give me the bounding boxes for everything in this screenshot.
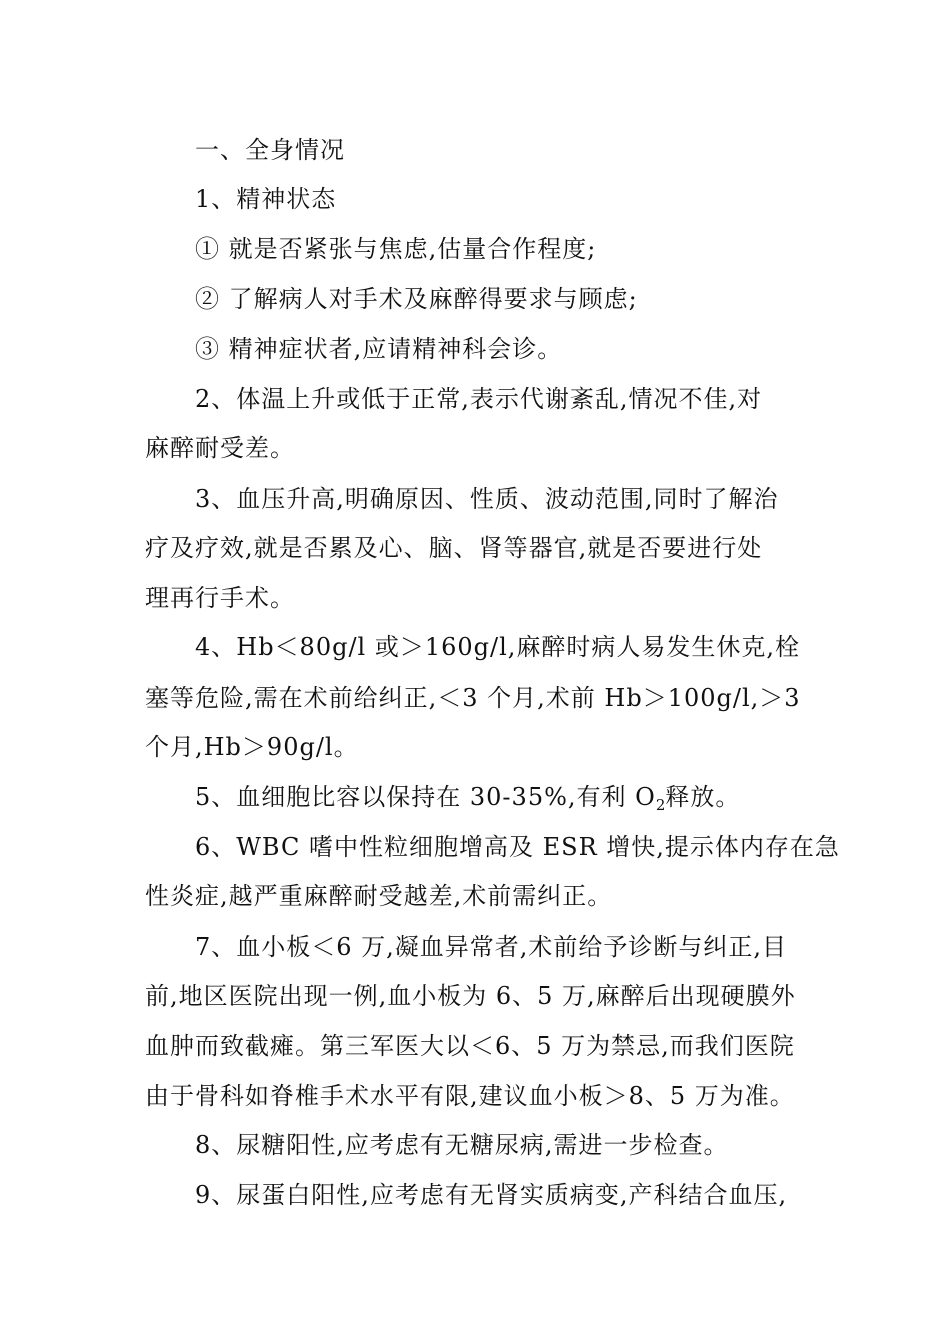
paragraph-line: 由于骨科如脊椎手术水平有限,建议血小板＞8、5 万为准。 (145, 1082, 795, 1110)
paragraph-line: 塞等危险,需在术前给纠正,＜3 个月,术前 Hb＞100g/l,＞3 (145, 684, 801, 712)
paragraph-line: 2、体温上升或低于正常,表示代谢紊乱,情况不佳,对 (195, 385, 763, 413)
paragraph-line: 理再行手术。 (145, 584, 295, 612)
paragraph-line: 性炎症,越严重麻醉耐受越差,术前需纠正。 (145, 882, 613, 910)
paragraph-line: 前,地区医院出现一例,血小板为 6、5 万,麻醉后出现硬膜外 (145, 982, 796, 1010)
paragraph-line: 9、尿蛋白阳性,应考虑有无肾实质病变,产科结合血压, (195, 1181, 788, 1209)
paragraph-line: 7、血小板＜6 万,凝血异常者,术前给予诊断与纠正,目 (195, 933, 788, 961)
paragraph-line (195, 772, 815, 822)
text-segment: 5、血细胞比容以保持在 30-35%,有利 O (195, 783, 656, 811)
paragraph-line: 血肿而致截瘫。第三军医大以＜6、5 万为禁忌,而我们医院 (145, 1032, 795, 1060)
list-item: ③ 精神症状者,应请精神科会诊。 (195, 335, 563, 363)
text-segment: 释放。 (665, 783, 741, 811)
paragraph-line: 6、WBC 嗜中性粒细胞增高及 ESR 增快,提示体内存在急 (195, 833, 840, 861)
paragraph-line: 疗及疗效,就是否累及心、脑、肾等器官,就是否要进行处 (145, 534, 763, 562)
paragraph-line: 个月,Hb＞90g/l。 (145, 733, 359, 761)
paragraph-line: 4、Hb＜80g/l 或＞160g/l,麻醉时病人易发生休克,栓 (195, 633, 801, 661)
list-item: ① 就是否紧张与焦虑,估量合作程度; (195, 235, 597, 263)
subscript: 2 (655, 796, 666, 814)
paragraph-line: 3、血压升高,明确原因、性质、波动范围,同时了解治 (195, 485, 779, 513)
section-heading: 一、全身情况 (195, 136, 345, 164)
paragraph-line: 麻醉耐受差。 (145, 434, 295, 462)
paragraph-line: 8、尿糖阳性,应考虑有无糖尿病,需进一步检查。 (195, 1131, 729, 1159)
list-item: ② 了解病人对手术及麻醉得要求与顾虑; (195, 285, 638, 313)
subsection-heading: 1、精神状态 (195, 185, 337, 213)
